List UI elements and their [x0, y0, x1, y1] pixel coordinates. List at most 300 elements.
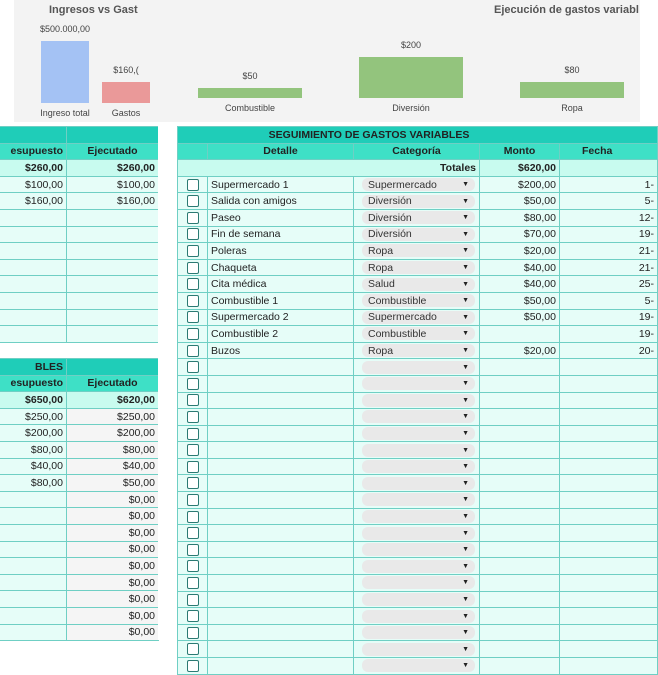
fixed-executed-cell[interactable] [67, 276, 159, 293]
chevron-down-icon: ▼ [462, 214, 469, 222]
table-row [178, 458, 658, 475]
chevron-down-icon: ▼ [462, 280, 469, 288]
amount-cell[interactable] [480, 359, 560, 376]
vsum-budget-cell[interactable] [0, 558, 67, 575]
date-cell[interactable] [560, 558, 658, 575]
row-checkbox[interactable] [187, 311, 199, 323]
tracking-col-date: Fecha [560, 143, 658, 160]
table-row [178, 193, 658, 210]
amount-cell[interactable]: $70,00 [480, 226, 560, 243]
detail-cell[interactable] [208, 508, 354, 525]
charts-area [0, 0, 640, 122]
amount-cell[interactable]: $40,00 [480, 276, 560, 293]
table-row [178, 541, 658, 558]
row-checkbox[interactable] [187, 245, 199, 257]
category-dropdown[interactable] [362, 493, 475, 506]
tracking-total-amount[interactable]: $620,00 [480, 160, 560, 177]
chevron-down-icon: ▼ [462, 446, 469, 454]
date-cell[interactable]: 19- [560, 309, 658, 326]
date-cell[interactable] [560, 591, 658, 608]
row-checkbox[interactable] [187, 527, 199, 539]
vsum-budget-cell[interactable]: $250,00 [0, 408, 67, 425]
chevron-down-icon: ▼ [462, 396, 469, 404]
vsum-executed-cell[interactable]: $0,00 [67, 491, 159, 508]
amount-cell[interactable] [480, 326, 560, 343]
date-cell[interactable]: 12- [560, 209, 658, 226]
fixed-executed-cell[interactable] [67, 226, 159, 243]
row-checkbox[interactable] [187, 394, 199, 406]
variable-tracking-table [177, 126, 658, 675]
row-checkbox[interactable] [187, 195, 199, 207]
vsum-budget-cell[interactable]: $80,00 [0, 475, 67, 492]
row-checkbox[interactable] [187, 328, 199, 340]
bar-value-label: $200 [400, 40, 422, 50]
row-checkbox[interactable] [187, 345, 199, 357]
row-checkbox[interactable] [187, 228, 199, 240]
detail-cell[interactable]: Buzos [208, 342, 354, 359]
vsum-executed-cell[interactable]: $0,00 [67, 607, 159, 624]
vsum-budget-cell[interactable] [0, 491, 67, 508]
category-tick-label: Ropa [561, 103, 583, 113]
vsum-executed-cell[interactable]: $80,00 [67, 441, 159, 458]
detail-cell[interactable] [208, 558, 354, 575]
category-dropdown[interactable] [362, 610, 475, 623]
detail-cell[interactable]: Poleras [208, 243, 354, 260]
amount-cell[interactable]: $20,00 [480, 342, 560, 359]
fixed-budget-cell[interactable] [0, 326, 67, 343]
fixed-executed-cell[interactable]: $100,00 [67, 176, 159, 193]
row-checkbox[interactable] [187, 511, 199, 523]
fixed-executed-cell[interactable] [67, 243, 159, 260]
amount-cell[interactable] [480, 525, 560, 542]
table-row [0, 259, 159, 276]
date-cell[interactable] [560, 442, 658, 459]
bar-value-label: $160,( [113, 65, 139, 75]
chevron-down-icon: ▼ [462, 264, 469, 272]
table-row [178, 392, 658, 409]
row-checkbox[interactable] [187, 461, 199, 473]
vsum-total-executed[interactable]: $620,00 [67, 392, 159, 409]
table-row [0, 226, 159, 243]
amount-cell[interactable]: $50,00 [480, 292, 560, 309]
amount-cell[interactable] [480, 541, 560, 558]
amount-cell[interactable] [480, 475, 560, 492]
category-dropdown[interactable] [362, 377, 475, 390]
date-cell[interactable] [560, 658, 658, 675]
detail-cell[interactable] [208, 458, 354, 475]
chart-bar[interactable] [520, 82, 624, 98]
row-checkbox[interactable] [187, 643, 199, 655]
amount-cell[interactable]: $50,00 [480, 309, 560, 326]
detail-cell[interactable]: Supermercado 1 [208, 176, 354, 193]
table-row [178, 243, 658, 260]
date-cell[interactable]: 21- [560, 243, 658, 260]
category-dropdown[interactable] [362, 659, 475, 672]
row-checkbox[interactable] [187, 378, 199, 390]
fixed-budget-cell[interactable] [0, 276, 67, 293]
tracking-totals-label: Totales [178, 160, 480, 177]
category-value: Ropa [368, 344, 394, 357]
table-row [178, 658, 658, 675]
vsum-budget-cell[interactable] [0, 624, 67, 641]
chevron-down-icon: ▼ [462, 413, 469, 421]
category-dropdown[interactable] [362, 626, 475, 639]
vsum-budget-cell[interactable] [0, 607, 67, 624]
detail-cell[interactable] [208, 442, 354, 459]
fixed-budget-cell[interactable] [0, 226, 67, 243]
amount-cell[interactable] [480, 575, 560, 592]
date-cell[interactable] [560, 475, 658, 492]
amount-cell[interactable] [480, 658, 560, 675]
amount-cell[interactable] [480, 425, 560, 442]
row-checkbox[interactable] [187, 477, 199, 489]
vsum-total-budget[interactable]: $650,00 [0, 392, 67, 409]
category-value: Diversión [368, 195, 412, 208]
vsum-col-executed: Ejecutado [67, 375, 159, 392]
detail-cell[interactable] [208, 492, 354, 509]
row-checkbox[interactable] [187, 577, 199, 589]
category-value: Ropa [368, 244, 394, 257]
chevron-down-icon: ▼ [462, 579, 469, 587]
fixed-executed-cell[interactable]: $160,00 [67, 193, 159, 210]
fixed-budget-cell[interactable]: $160,00 [0, 193, 67, 210]
tracking-col-detail: Detalle [208, 143, 354, 160]
tracking-col-amount: Monto [480, 143, 560, 160]
table-row [178, 492, 658, 509]
row-checkbox[interactable] [187, 212, 199, 224]
category-value: Supermercado [368, 311, 437, 324]
table-row [0, 309, 159, 326]
category-tick-label: Gastos [111, 108, 141, 118]
detail-cell[interactable] [208, 658, 354, 675]
date-cell[interactable]: 1- [560, 176, 658, 193]
category-dropdown[interactable] [362, 361, 475, 374]
vsum-budget-cell[interactable]: $80,00 [0, 441, 67, 458]
amount-cell[interactable] [480, 409, 560, 426]
category-dropdown[interactable] [362, 477, 475, 490]
vsum-executed-cell[interactable]: $0,00 [67, 541, 159, 558]
table-row [0, 441, 159, 458]
table-row [178, 425, 658, 442]
detail-cell[interactable] [208, 575, 354, 592]
date-cell[interactable]: 19- [560, 326, 658, 343]
vsum-budget-cell[interactable]: $200,00 [0, 425, 67, 442]
date-cell[interactable] [560, 624, 658, 641]
table-row [178, 641, 658, 658]
chevron-down-icon: ▼ [462, 529, 469, 537]
detail-cell[interactable] [208, 525, 354, 542]
row-checkbox[interactable] [187, 361, 199, 373]
category-value: Diversión [368, 228, 412, 241]
fixed-total-budget[interactable]: $260,00 [0, 160, 67, 177]
detail-cell[interactable]: Chaqueta [208, 259, 354, 276]
table-row [178, 226, 658, 243]
category-dropdown[interactable] [362, 394, 475, 407]
variable-summary-table [0, 358, 159, 641]
table-row [0, 524, 159, 541]
fixed-executed-cell[interactable] [67, 292, 159, 309]
date-cell[interactable]: 21- [560, 259, 658, 276]
category-dropdown[interactable] [362, 195, 475, 208]
date-cell[interactable] [560, 425, 658, 442]
table-row [178, 409, 658, 426]
vsum-executed-cell[interactable]: $0,00 [67, 574, 159, 591]
category-dropdown[interactable] [362, 311, 475, 324]
date-cell[interactable]: 19- [560, 226, 658, 243]
category-value: Ropa [368, 261, 394, 274]
date-cell[interactable] [560, 392, 658, 409]
chart-bar[interactable] [102, 82, 150, 103]
row-checkbox[interactable] [187, 295, 199, 307]
category-dropdown[interactable] [362, 228, 475, 241]
date-cell[interactable] [560, 458, 658, 475]
table-row [0, 425, 159, 442]
vsum-budget-cell[interactable] [0, 524, 67, 541]
table-row [178, 508, 658, 525]
tracking-col-category: Categoría [354, 143, 480, 160]
amount-cell[interactable] [480, 492, 560, 509]
amount-cell[interactable]: $200,00 [480, 176, 560, 193]
category-dropdown[interactable] [362, 278, 475, 291]
category-dropdown[interactable] [362, 410, 475, 423]
fixed-executed-cell[interactable] [67, 259, 159, 276]
category-dropdown[interactable] [362, 560, 475, 573]
category-dropdown[interactable] [362, 576, 475, 589]
date-cell[interactable] [560, 525, 658, 542]
fixed-total-executed[interactable]: $260,00 [67, 160, 159, 177]
vsum-executed-cell[interactable]: $0,00 [67, 558, 159, 575]
row-checkbox[interactable] [187, 262, 199, 274]
table-row [0, 491, 159, 508]
detail-cell[interactable] [208, 591, 354, 608]
fixed-executed-cell[interactable] [67, 309, 159, 326]
chevron-down-icon: ▼ [462, 546, 469, 554]
date-cell[interactable]: 20- [560, 342, 658, 359]
fixed-executed-cell[interactable] [67, 209, 159, 226]
amount-cell[interactable] [480, 608, 560, 625]
amount-cell[interactable] [480, 641, 560, 658]
detail-cell[interactable]: Cita médica [208, 276, 354, 293]
category-dropdown[interactable] [362, 427, 475, 440]
date-cell[interactable] [560, 575, 658, 592]
row-checkbox[interactable] [187, 428, 199, 440]
vsum-executed-cell[interactable]: $0,00 [67, 591, 159, 608]
chart-bar[interactable] [359, 57, 463, 98]
table-row [178, 442, 658, 459]
chart-bar[interactable] [41, 41, 89, 103]
chevron-down-icon: ▼ [462, 313, 469, 321]
fixed-budget-cell[interactable] [0, 243, 67, 260]
detail-cell[interactable] [208, 641, 354, 658]
category-dropdown[interactable] [362, 543, 475, 556]
table-row [0, 176, 159, 193]
chevron-down-icon: ▼ [462, 645, 469, 653]
amount-cell[interactable]: $40,00 [480, 259, 560, 276]
category-dropdown[interactable] [362, 643, 475, 656]
category-dropdown[interactable] [362, 444, 475, 457]
detail-cell[interactable]: Combustible 2 [208, 326, 354, 343]
table-row [178, 608, 658, 625]
date-cell[interactable] [560, 375, 658, 392]
table-row [178, 558, 658, 575]
category-dropdown[interactable] [362, 261, 475, 274]
vsum-budget-cell[interactable]: $40,00 [0, 458, 67, 475]
amount-cell[interactable]: $20,00 [480, 243, 560, 260]
detail-cell[interactable] [208, 359, 354, 376]
date-cell[interactable]: 25- [560, 276, 658, 293]
chevron-down-icon: ▼ [462, 662, 469, 670]
category-dropdown[interactable] [362, 510, 475, 523]
table-row [178, 259, 658, 276]
category-dropdown[interactable] [362, 593, 475, 606]
detail-cell[interactable]: Supermercado 2 [208, 309, 354, 326]
vsum-executed-cell[interactable]: $0,00 [67, 524, 159, 541]
category-dropdown[interactable] [362, 211, 475, 224]
amount-cell[interactable] [480, 591, 560, 608]
detail-cell[interactable]: Combustible 1 [208, 292, 354, 309]
detail-cell[interactable] [208, 608, 354, 625]
category-dropdown[interactable] [362, 344, 475, 357]
row-checkbox[interactable] [187, 610, 199, 622]
bar-value-label: $500.000,00 [39, 24, 91, 34]
detail-cell[interactable] [208, 541, 354, 558]
date-cell[interactable]: 5- [560, 193, 658, 210]
chevron-down-icon: ▼ [462, 595, 469, 603]
vsum-budget-cell[interactable] [0, 574, 67, 591]
detail-cell[interactable] [208, 624, 354, 641]
vsum-executed-cell[interactable]: $40,00 [67, 458, 159, 475]
table-row [178, 176, 658, 193]
fixed-budget-cell[interactable] [0, 209, 67, 226]
table-row [0, 276, 159, 293]
amount-cell[interactable] [480, 392, 560, 409]
amount-cell[interactable] [480, 458, 560, 475]
vsum-executed-cell[interactable]: $0,00 [67, 624, 159, 641]
vsum-executed-cell[interactable]: $250,00 [67, 408, 159, 425]
date-cell[interactable] [560, 409, 658, 426]
fixed-col-executed: Ejecutado [67, 143, 159, 160]
detail-cell[interactable]: Paseo [208, 209, 354, 226]
row-checkbox[interactable] [187, 560, 199, 572]
vsum-budget-cell[interactable] [0, 508, 67, 525]
row-checkbox[interactable] [187, 411, 199, 423]
category-dropdown[interactable] [362, 178, 475, 191]
vsum-executed-cell[interactable]: $50,00 [67, 475, 159, 492]
table-row [0, 574, 159, 591]
category-dropdown[interactable] [362, 527, 475, 540]
chevron-down-icon: ▼ [462, 330, 469, 338]
fixed-budget-cell[interactable] [0, 309, 67, 326]
category-dropdown[interactable] [362, 327, 475, 340]
fixed-col-budget: esupuesto [0, 143, 67, 160]
bar-value-label: $80 [564, 64, 580, 75]
date-cell[interactable]: 5- [560, 292, 658, 309]
amount-cell[interactable]: $80,00 [480, 209, 560, 226]
category-tick-label: Ingreso total [40, 108, 90, 118]
table-row [178, 359, 658, 376]
table-row [0, 607, 159, 624]
chevron-down-icon: ▼ [462, 197, 469, 205]
table-row [178, 292, 658, 309]
table-row [0, 292, 159, 309]
row-checkbox[interactable] [187, 544, 199, 556]
fixed-budget-cell[interactable]: $100,00 [0, 176, 67, 193]
table-row [178, 342, 658, 359]
amount-cell[interactable] [480, 558, 560, 575]
row-checkbox[interactable] [187, 444, 199, 456]
vsum-executed-cell[interactable]: $200,00 [67, 425, 159, 442]
chevron-down-icon: ▼ [462, 297, 469, 305]
date-cell[interactable] [560, 492, 658, 509]
chevron-down-icon: ▼ [462, 479, 469, 487]
chevron-down-icon: ▼ [462, 562, 469, 570]
table-row [178, 525, 658, 542]
table-row [178, 591, 658, 608]
amount-cell[interactable] [480, 508, 560, 525]
variable-execution-chart-title: Ejecución de gastos variabl [494, 4, 639, 16]
table-row [0, 508, 159, 525]
detail-cell[interactable]: Fin de semana [208, 226, 354, 243]
bar-value-label: $50 [242, 70, 258, 81]
date-cell[interactable] [560, 641, 658, 658]
chevron-down-icon: ▼ [462, 247, 469, 255]
table-row [0, 624, 159, 641]
date-cell[interactable] [560, 541, 658, 558]
detail-cell[interactable] [208, 375, 354, 392]
table-row [178, 276, 658, 293]
detail-cell[interactable]: Salida con amigos [208, 193, 354, 210]
chevron-down-icon: ▼ [462, 496, 469, 504]
amount-cell[interactable] [480, 375, 560, 392]
chevron-down-icon: ▼ [462, 612, 469, 620]
fixed-budget-cell[interactable] [0, 292, 67, 309]
row-checkbox[interactable] [187, 494, 199, 506]
detail-cell[interactable] [208, 475, 354, 492]
row-checkbox[interactable] [187, 660, 199, 672]
vsum-col-budget: esupuesto [0, 375, 67, 392]
date-cell[interactable] [560, 608, 658, 625]
date-cell[interactable] [560, 359, 658, 376]
category-dropdown[interactable] [362, 460, 475, 473]
detail-cell[interactable] [208, 425, 354, 442]
amount-cell[interactable] [480, 624, 560, 641]
fixed-executed-cell[interactable] [67, 326, 159, 343]
table-row [0, 558, 159, 575]
row-checkbox[interactable] [187, 627, 199, 639]
detail-cell[interactable] [208, 409, 354, 426]
vsum-budget-cell[interactable] [0, 591, 67, 608]
chart-bar[interactable] [198, 88, 302, 98]
fixed-budget-cell[interactable] [0, 259, 67, 276]
detail-cell[interactable] [208, 392, 354, 409]
table-row [178, 309, 658, 326]
category-dropdown[interactable] [362, 294, 475, 307]
vsum-budget-cell[interactable] [0, 541, 67, 558]
row-checkbox[interactable] [187, 179, 199, 191]
row-checkbox[interactable] [187, 278, 199, 290]
category-dropdown[interactable] [362, 244, 475, 257]
income-vs-expense-chart-title: Ingresos vs Gast [49, 4, 138, 16]
category-value: Combustible [368, 294, 427, 307]
amount-cell[interactable] [480, 442, 560, 459]
chevron-down-icon: ▼ [462, 230, 469, 238]
category-value: Supermercado [368, 178, 437, 191]
date-cell[interactable] [560, 508, 658, 525]
row-checkbox[interactable] [187, 594, 199, 606]
vsum-executed-cell[interactable]: $0,00 [67, 508, 159, 525]
amount-cell[interactable]: $50,00 [480, 193, 560, 210]
chevron-down-icon: ▼ [462, 512, 469, 520]
